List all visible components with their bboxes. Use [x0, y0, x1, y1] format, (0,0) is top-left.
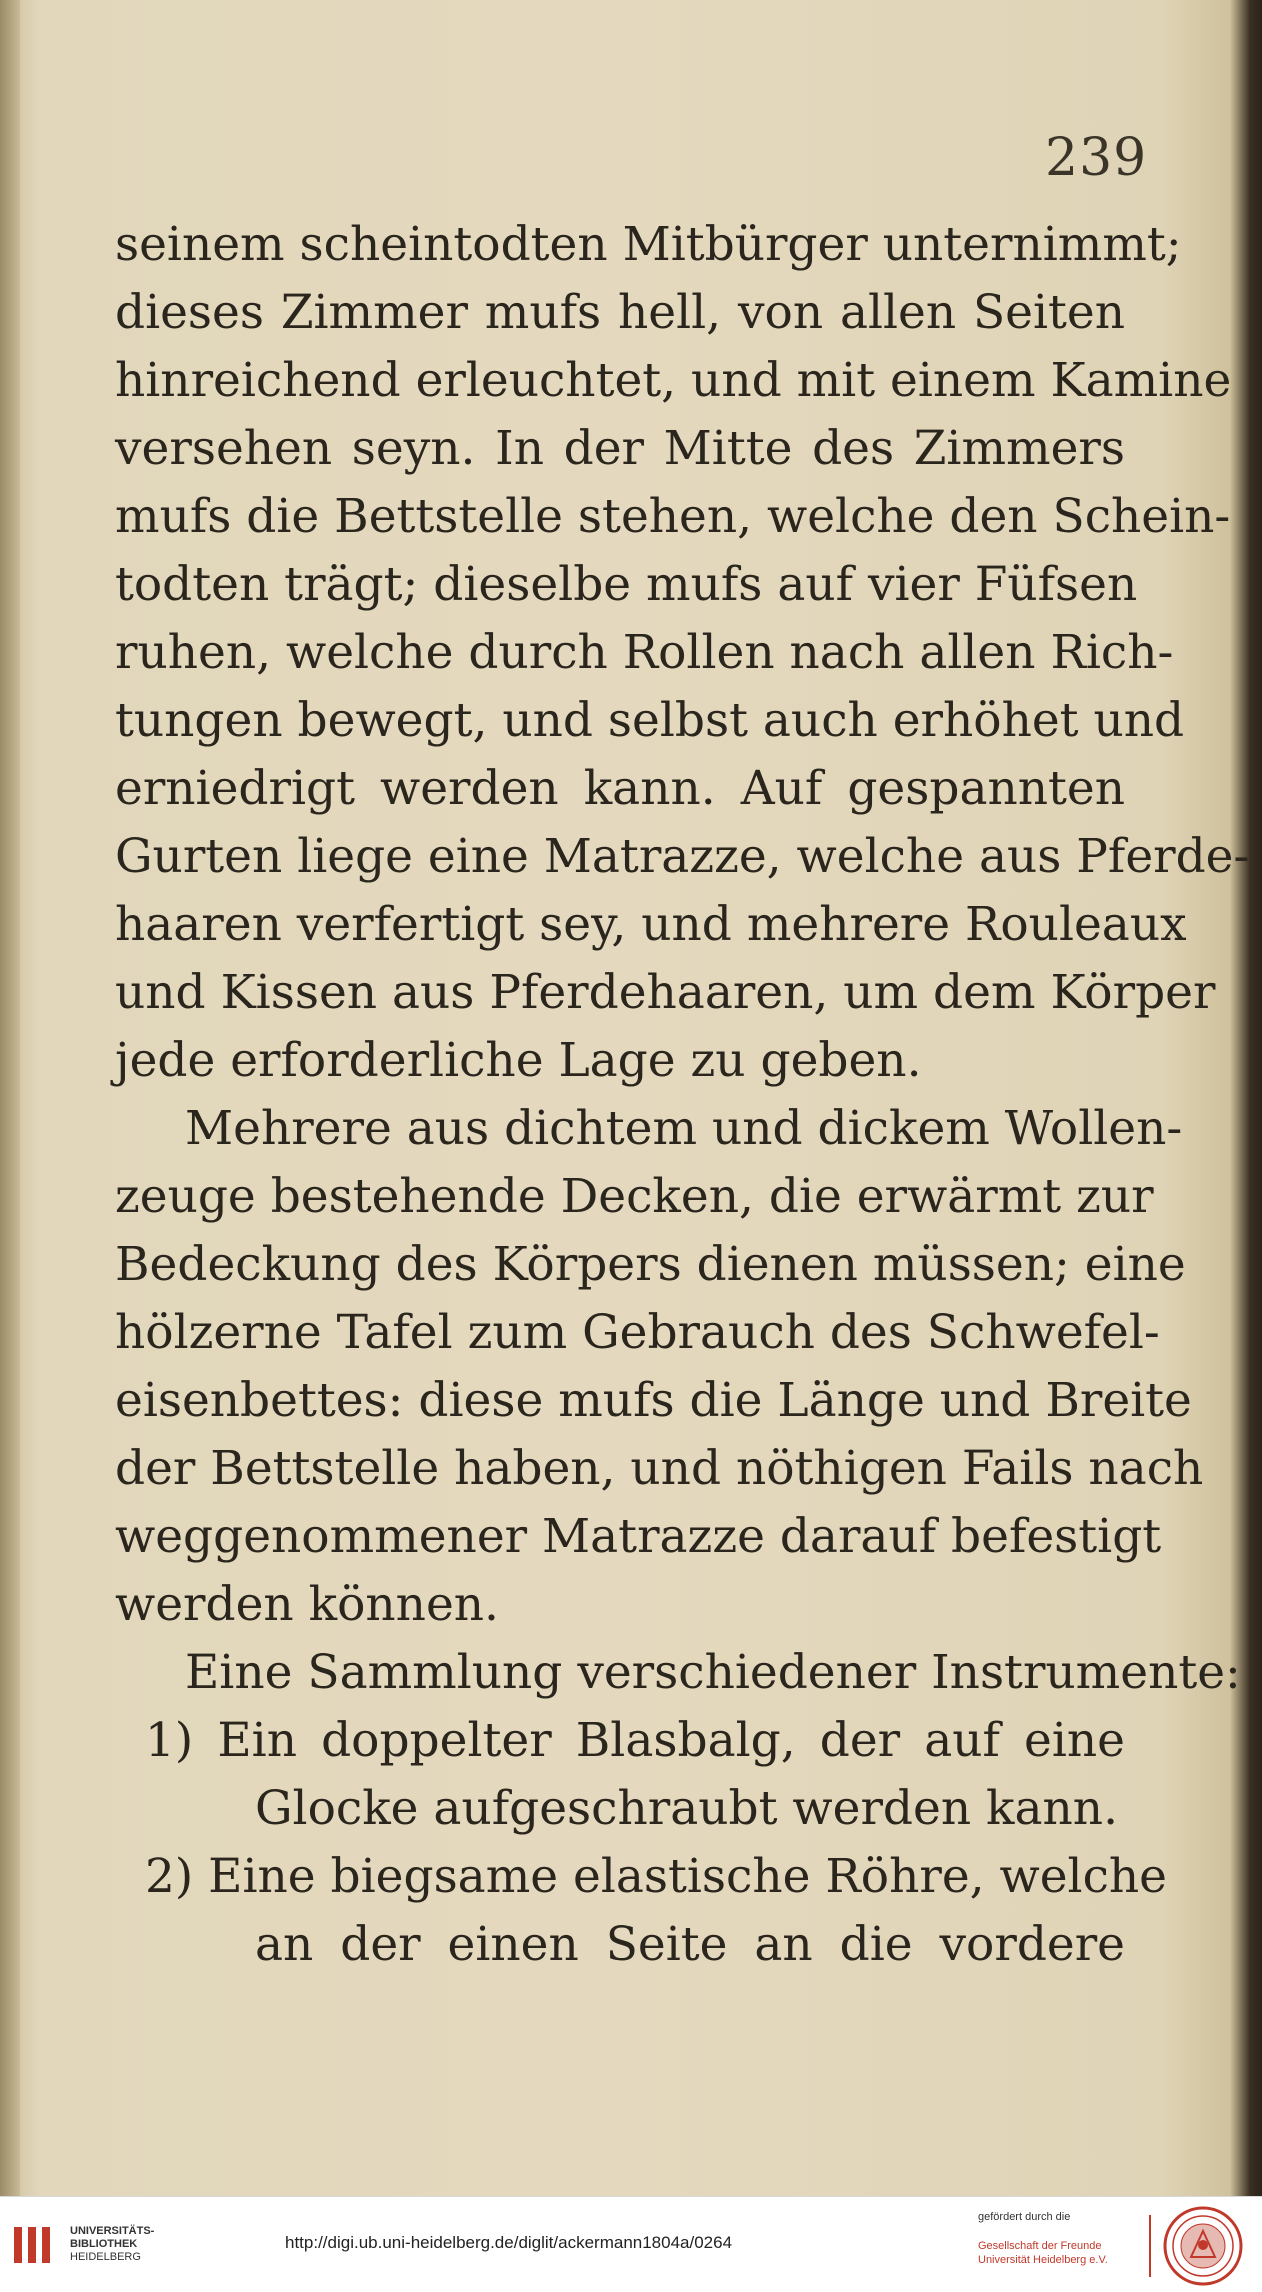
text-line: mufs die Bettstelle stehen, welche den Schein- [115, 489, 1231, 544]
text-line: Mehrere aus dichtem und dickem Wollen- [185, 1101, 1183, 1156]
text-line: tungen bewegt, und selbst auch erhöhet und [115, 693, 1185, 748]
text-line: versehen seyn. In der Mitte des Zimmers [115, 421, 1125, 476]
text-line: werden können. [115, 1577, 499, 1632]
text-line: erniedrigt werden kann. Auf gespannten [115, 761, 1125, 816]
text-line: hinreichend erleuchtet, und mit einem Kamine [115, 353, 1232, 408]
sponsor-name-line: Gesellschaft der Freunde [978, 2240, 1102, 2252]
list-item: 1) Ein doppelter Blasbalg, der auf eine [145, 1713, 1125, 1768]
text-line: todten trägt; dieselbe mufs auf vier Füfsen [115, 557, 1138, 612]
page-number: 239 [1045, 128, 1148, 188]
library-name [70, 2225, 200, 2264]
text-line: Eine Sammlung verschiedener Instrumente: [185, 1645, 1241, 1700]
permalink-url[interactable]: http://digi.ub.uni-heidelberg.de/diglit/ackermann1804a/0264 [285, 2233, 733, 2252]
university-seal-icon [1162, 2205, 1244, 2287]
text-line: und Kissen aus Pferdehaaren, um dem Körper [115, 965, 1216, 1020]
text-line: hölzerne Tafel zum Gebrauch des Schwefel- [115, 1305, 1160, 1360]
library-name-line: BIBLIOTHEK [70, 2238, 138, 2250]
text-line: Gurten liege eine Matrazze, welche aus Pferde- [115, 829, 1250, 884]
footer-divider [1149, 2215, 1151, 2277]
list-item: 2) Eine biegsame elastische Röhre, welche [145, 1849, 1167, 1904]
page-edge [0, 0, 20, 2196]
list-item-continuation: Glocke aufgeschraubt werden kann. [255, 1781, 1119, 1836]
text-line: seinem scheintodten Mitbürger unternimmt; [115, 217, 1182, 272]
text-line: ruhen, welche durch Rollen nach allen Rich- [115, 625, 1174, 680]
university-library-logo-icon [12, 2219, 54, 2269]
text-line: der Bettstelle haben, und nöthigen Fails nach [115, 1441, 1204, 1496]
text-line: jede erforderliche Lage zu geben. [115, 1033, 922, 1088]
text-line: zeuge bestehende Decken, die erwärmt zur [115, 1169, 1154, 1224]
text-line: dieses Zimmer mufs hell, von allen Seiten [115, 285, 1125, 340]
sponsor-name [978, 2239, 1148, 2267]
sponsor-name-line: Universität Heidelberg e.V. [978, 2254, 1108, 2266]
library-name-line: UNIVERSITÄTS- [70, 2225, 155, 2237]
text-line: weggenommener Matrazze darauf befestigt [115, 1509, 1162, 1564]
library-name-line: HEIDELBERG [70, 2251, 141, 2263]
text-line: eisenbettes: diese mufs die Länge und Breite [115, 1373, 1192, 1428]
text-line: Bedeckung des Körpers dienen müssen; eine [115, 1237, 1186, 1292]
text-line: haaren verfertigt sey, und mehrere Rouleaux [115, 897, 1187, 952]
list-item-continuation: an der einen Seite an die vordere [255, 1917, 1125, 1972]
sponsor-label: gefördert durch die [978, 2211, 1071, 2223]
footer-bar [0, 2196, 1262, 2292]
